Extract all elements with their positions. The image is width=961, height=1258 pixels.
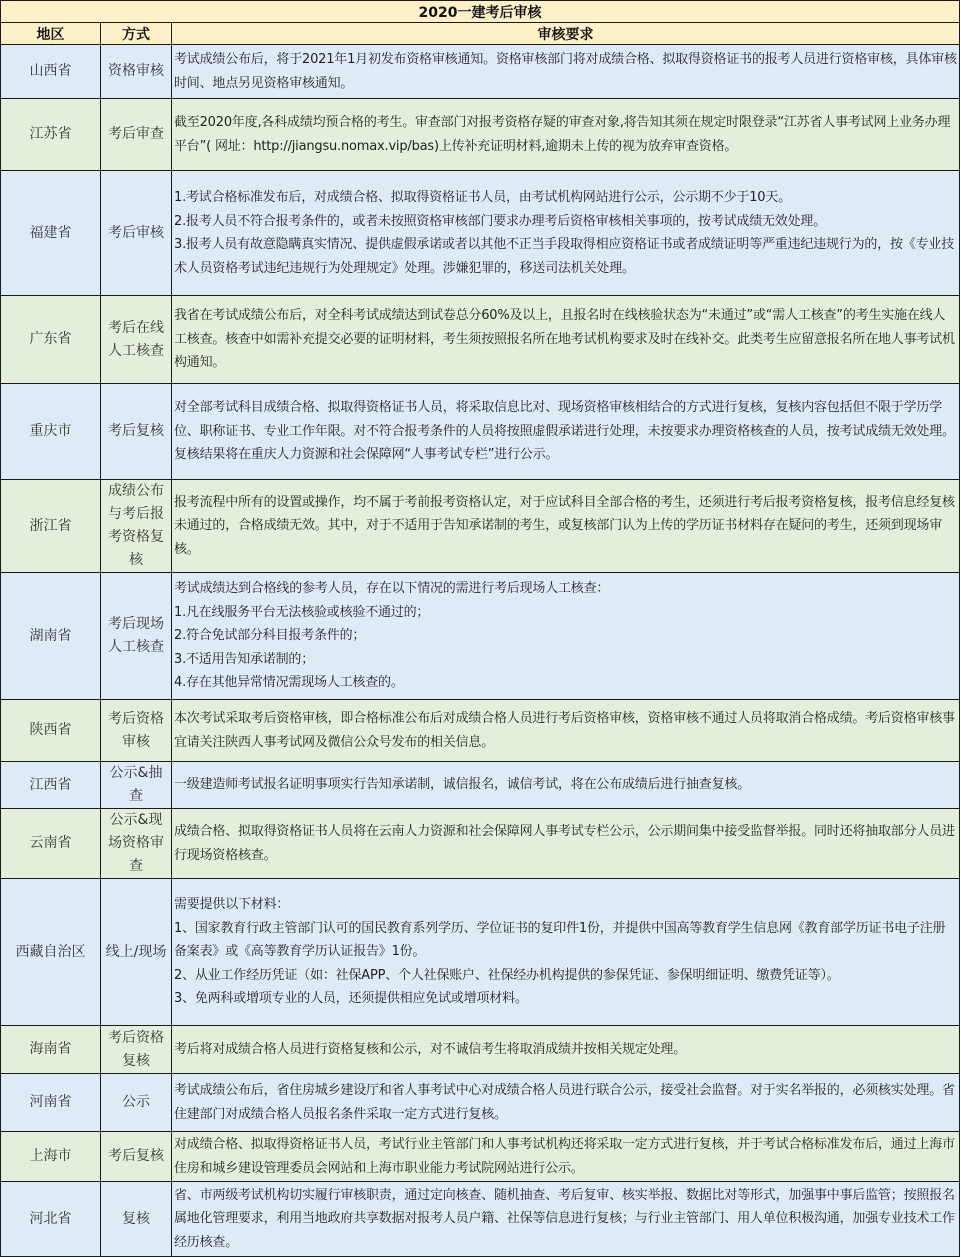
method-cell: 复核 — [101, 1182, 172, 1257]
requirement-cell — [172, 1132, 960, 1182]
method-cell: 考后审核 — [101, 171, 172, 296]
requirement-cell — [172, 1182, 960, 1257]
requirement-line: 考试成绩公布后，省住房城乡建设厅和省人事考试中心对成绩合格人员进行联合公示，接受社会监督。对于实名举报的，必须核实处理。省住建部门对成绩合格人员报名条件采取一定方式进行复核。 — [174, 1083, 955, 1122]
requirement-cell — [172, 762, 960, 809]
requirement-line: 3.不适用告知承诺制的； — [174, 651, 315, 667]
requirement-line: 1、国家教育行政主管部门认可的国民教育系列学历、学位证书的复印件1份，并提供中国高等教育学生信息网《教育部学历证书电子注册备案表》或《高等教育学历认证报告》1份。 — [174, 920, 946, 960]
requirement-line: 截至2020年度,各科成绩均预合格的考生。审查部门对报考资格存疑的审查对象,将告知其须在规定时限登录“江苏省人事考试网上业务办理平台”( 网址：http://jiangsu.nomax.vip/bas)上传补充证明材料,逾期未上传的视为放弃审查资格。 — [174, 115, 951, 154]
requirement-line: 成绩合格、拟取得资格证书人员将在云南人力资源和社会保障网人事考试专栏公示，公示期间集中接受监督举报。同时还将抽取部分人员进行现场资格核查。 — [174, 824, 955, 863]
requirement-line: 考试成绩达到合格线的参考人员，存在以下情况的需进行考后现场人工核查： — [174, 581, 610, 597]
region-cell: 上海市 — [1, 1132, 101, 1182]
requirement-cell — [172, 879, 960, 1026]
table-row — [1, 700, 960, 762]
method-cell: 考后复核 — [101, 384, 172, 480]
method-cell: 公示&现场资格审查 — [101, 809, 172, 879]
requirement-line: 我省在考试成绩公布后，对全科考试成绩达到试卷总分60%及以上，且报名时在线核验状态为“未通过”或“需人工核查”的考生实施在线人工核查。核查中如需补充提交必要的证明材料，考生须按照报名所在地考试机构要求及时在线补交。此类考生应留意报名所在地人事考试机构通知。 — [174, 308, 955, 371]
region-cell: 河南省 — [1, 1074, 101, 1132]
method-cell: 公示 — [101, 1074, 172, 1132]
requirement-line: 考试成绩公布后，将于2021年1月初发布资格审核通知。资格审核部门将对成绩合格、拟取得资格证书的报考人员进行资格审核，具体审核时间、地点另见资格审核通知。 — [174, 52, 957, 91]
region-cell: 福建省 — [1, 171, 101, 296]
requirement-cell — [172, 573, 960, 700]
table-row — [1, 809, 960, 879]
requirement-line: 报考流程中所有的设置或操作，均不属于考前报考资格认定，对于应试科目全部合格的考生，还须进行考后报考资格复核，报考信息经复核未通过的，合格成绩无效。其中，对于不适用于告知承诺制的考生，或复核部门认为上传的学历证书材料存在疑问的考生，还须到现场审核。 — [174, 494, 955, 557]
table-body — [1, 45, 960, 1257]
region-cell: 湖南省 — [1, 573, 101, 700]
method-cell: 资格审核 — [101, 45, 172, 99]
requirement-line: 一级建造师考试报名证明事项实行告知承诺制，诚信报名，诚信考试，将在公布成绩后进行抽查复核。 — [174, 777, 751, 793]
column-header-requirement: 审核要求 — [172, 23, 960, 45]
requirement-line: 2.报考人员不符合报考条件的，或者未按照资格审核部门要求办理考后资格审核相关事项的，按考试成绩无效处理。 — [174, 213, 827, 229]
table-row — [1, 879, 960, 1026]
region-cell: 河北省 — [1, 1182, 101, 1257]
method-cell: 成绩公布与考后报考资格复核 — [101, 480, 172, 573]
table-row — [1, 1074, 960, 1132]
region-cell: 江苏省 — [1, 99, 101, 171]
table-row — [1, 1132, 960, 1182]
table-row — [1, 384, 960, 480]
requirement-line: 对全部考试科目成绩合格、拟取得资格证书人员，将采取信息比对、现场资格审核相结合的方式进行复核，复核内容包括但不限于学历学位、职称证书、专业工作年限。对不符合报考条件的人员将按照虚假承诺进行处理，未按要求办理资格核查的人员，按考试成绩无效处理。复核结果将在重庆人力资源和社会保障网“人事考试专栏”进行公示。 — [174, 400, 955, 463]
requirement-cell — [172, 384, 960, 480]
requirement-cell — [172, 171, 960, 296]
requirement-cell — [172, 99, 960, 171]
table-row — [1, 762, 960, 809]
requirement-line: 需要提供以下材料： — [174, 897, 290, 913]
requirement-line: 1.考试合格标准发布后，对成绩合格、拟取得资格证书人员，由考试机构网站进行公示，公示期不少于10天。 — [174, 190, 791, 205]
method-cell: 考后资格复核 — [101, 1026, 172, 1074]
requirement-cell — [172, 809, 960, 879]
table-row — [1, 573, 960, 700]
requirement-line: 2.符合免试部分科目报考条件的； — [174, 628, 366, 644]
region-cell: 浙江省 — [1, 480, 101, 573]
table-row — [1, 99, 960, 171]
requirement-cell — [172, 1026, 960, 1074]
region-cell: 江西省 — [1, 762, 101, 809]
requirement-line: 考后将对成绩合格人员进行资格复核和公示，对不诚信考生将取消成绩并按相关规定处理。 — [174, 1041, 687, 1057]
requirement-line: 4.存在其他异常情况需现场人工核查的。 — [174, 675, 404, 691]
region-cell: 重庆市 — [1, 384, 101, 480]
requirement-line: 2、从业工作经历凭证（如：社保APP、个人社保账户、社保经办机构提供的参保凭证、参保明细证明、缴费凭证等）。 — [174, 967, 840, 983]
requirement-line: 对成绩合格、拟取得资格证书人员，考试行业主管部门和人事考试机构还将采取一定方式进行复核，并于考试合格标准发布后，通过上海市住房和城乡建设管理委员会网站和上海市职业能力考试院网站进行公示。 — [174, 1137, 955, 1176]
method-cell: 考后审查 — [101, 99, 172, 171]
requirement-line: 省、市两级考试机构切实履行审核职责，通过定向核查、随机抽查、考后复审、核实举报、数据比对等形式，加强事中事后监管；按照报名属地化管理要求，利用当地政府共享数据对报考人员户籍、社保等信息进行复核；与行业主管部门、用人单位积极沟通，加强专业技术工作经历核查。 — [174, 1187, 955, 1250]
table-row — [1, 171, 960, 296]
table-row — [1, 45, 960, 99]
requirement-line: 1.凡在线服务平台无法核验或核验不通过的； — [174, 604, 430, 620]
requirement-line: 3.报考人员有故意隐瞒真实情况、提供虚假承诺或者以其他不正当手段取得相应资格证书或者成绩证明等严重违纪违规行为的，按《专业技术人员资格考试违纪违规行为处理规定》处理。涉嫌犯罪的，移送司法机关处理。 — [174, 237, 955, 276]
requirement-line: 3、免两科或增项专业的人员，还须提供相应免试或增项材料。 — [174, 991, 528, 1007]
method-cell: 线上/现场 — [101, 879, 172, 1026]
region-cell: 西藏自治区 — [1, 879, 101, 1026]
method-cell: 考后资格审核 — [101, 700, 172, 762]
region-cell: 山西省 — [1, 45, 101, 99]
requirement-line: 本次考试采取考后资格审核，即合格标准公布后对成绩合格人员进行考后资格审核，资格审核不通过人员将取消合格成绩。考后资格审核事宜请关注陕西人事考试网及微信公众号发布的相关信息。 — [174, 711, 955, 750]
column-header-method: 方式 — [101, 23, 172, 45]
table-row — [1, 1026, 960, 1074]
method-cell: 考后在线人工核查 — [101, 296, 172, 384]
region-cell: 陕西省 — [1, 700, 101, 762]
requirement-cell — [172, 480, 960, 573]
requirement-cell — [172, 700, 960, 762]
region-cell: 海南省 — [1, 1026, 101, 1074]
table-title: 2020一建考后审核 — [1, 1, 960, 23]
requirement-cell — [172, 296, 960, 384]
table-row — [1, 296, 960, 384]
region-cell: 云南省 — [1, 809, 101, 879]
table-row — [1, 1182, 960, 1257]
method-cell: 考后现场人工核查 — [101, 573, 172, 700]
method-cell: 考后复核 — [101, 1132, 172, 1182]
requirement-cell — [172, 1074, 960, 1132]
column-header-region: 地区 — [1, 23, 101, 45]
region-cell: 广东省 — [1, 296, 101, 384]
table-row — [1, 480, 960, 573]
requirement-cell — [172, 45, 960, 99]
method-cell: 公示&抽查 — [101, 762, 172, 809]
